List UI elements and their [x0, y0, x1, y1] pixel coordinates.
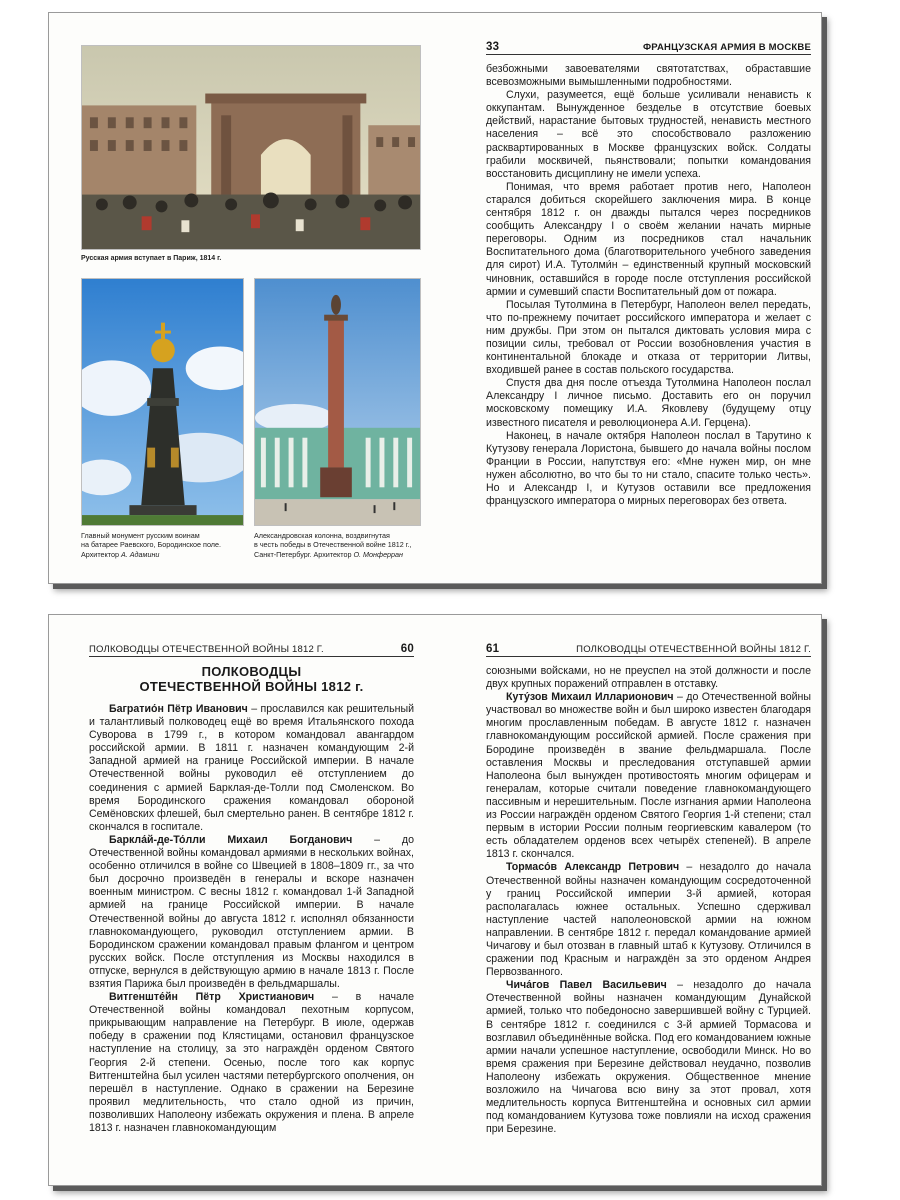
commander-name: Куту́зов Михаил Илларионович [506, 691, 674, 704]
arch-painting-icon [81, 45, 421, 250]
monument-photo-icon [81, 278, 244, 526]
commander-name: Витгенште́йн Пётр Христианович [109, 991, 315, 1004]
paragraph [89, 991, 414, 1135]
monument-caption-line-2: на батарее Раевского, Бородинское поле. [81, 540, 221, 550]
paragraph [486, 430, 811, 509]
paragraph-text: безбожными завоевателями святотатствах, обраставшие всевозможными вымышленными подробностями. [486, 63, 811, 89]
paragraph [486, 665, 811, 691]
page-body-text [89, 703, 414, 1135]
running-head [486, 641, 811, 657]
commander-name: Чича́гов Павел Васильевич [506, 979, 667, 992]
paragraph [89, 834, 414, 991]
column-caption-line-2: в честь победы в Отечественной войне 1812 г., [254, 540, 412, 550]
paragraph-text: Слухи, разумеется, ещё больше усиливали ненависть к оккупантам. Вынужденное безделье в отсутствие боевых действий, нарастание бытовых трудностей, ненависть местного населения – всё это способствовало разложению расквартированных в Москве французских войск. Солдаты грабили москвичей, пьянствовали; попытки командования восстановить дисциплину не имели успеха. [486, 89, 811, 180]
paragraph [486, 181, 811, 299]
paragraph [486, 691, 811, 861]
column-caption-line-1: Александровская колонна, воздвигнутая [254, 531, 390, 540]
top-right-page [436, 13, 822, 583]
monument-caption-architect [81, 550, 251, 559]
paragraph-text: – незадолго до начала Отечественной войны назначен командующим сосредоточенной у границ Российской империи 3-й армией, которая располагалась южнее остальных. Успешно сдерживал наступление частей наполеоновской армии на южном направлении. В сентябре 1812 г. передал командование армией Чичагову и был отозван в главный штаб к Кутузову. Отличился в сражении под Красным и награждён за это орденом Андрея Первозванного. [486, 861, 811, 979]
paragraph [486, 89, 811, 181]
chapter-title-line-2: ОТЕЧЕСТВЕННОЙ ВОЙНЫ 1812 г. [139, 679, 364, 694]
running-head [89, 641, 414, 657]
top-book-spread [48, 12, 822, 584]
commander-name: Багратио́н Пётр Иванович [109, 703, 248, 715]
paragraph [486, 299, 811, 378]
column-photo-icon [254, 278, 421, 526]
paragraph-text: Спустя два дня после отъезда Тутолмина Наполеон послал Александру I личное письмо. Доставить его он поручил московскому помещику И.А. Яковлеву (будущему отцу известного писателя и революционера А.И. Герцена). [486, 377, 811, 429]
page-number: 61 [486, 643, 500, 655]
page-body-text [486, 665, 811, 1136]
paragraph-text: – до Отечественной войны участвовал во множестве войн и был широко известен благодаря многим прославленным победам. В августе 1812 г. назначен главнокомандующим российской армией. После сражения при Бородине произведён в звание фельдмаршала. После оставления Москвы и преследования отступавшей армии Наполеона был вынужден противостоять многим офицерам и генералам, которые считали поведение главнокомандующего пассивным и нерешительным. После изгнания армии Наполеона из России награждён орденом Святого Георгия 1-й степени; стал первым в истории России полным георгиевским кавалером (то есть обладателем орденов всех четырёх степеней). В апреле 1813 г. скончался. [486, 691, 811, 861]
page-number: 33 [486, 41, 500, 53]
bottom-left-page [49, 615, 436, 1185]
arch-painting-caption: Русская армия вступает в Париж, 1814 г. [81, 255, 222, 262]
chapter-title [89, 664, 414, 694]
page-body-text [486, 63, 811, 508]
paragraph [486, 63, 811, 89]
paragraph-text: – до Отечественной войны командовал армиями в нескольких войнах, особенно отличился в войне со Швецией в 1808–1809 гг., за что был досрочно произведён в генералы и вскоре назначен военным министром. С весны 1812 г. командовал 1-й Западной армией на границе Российской империи. В начале Отечественной войны до августа 1812 г. исполнял обязанности главнокомандующего, руководил отступлением армии. В Бородинском сражении командовал правым флангом и центром русских войск. После отступления из Москвы находился в отпуске, вернулся в действующую армию в начале 1813 г. После взятия Парижа был произведён в фельдмаршалы. [89, 833, 414, 990]
commander-name: Тормасо́в Александр Петрович [506, 861, 680, 874]
paragraph [89, 703, 414, 834]
paragraph-text: – в начале Отечественной войны командовал пехотным корпусом, прикрывающим направление на Петербург. В июле, одержав победу в сражении под Клястицами, остановил французское наступление на столицу, за это награждён орденом Святого Георгия 2-й степени. Осенью, после того как корпус Витгенштейна был усилен частями петербургского ополчения, он перешёл в наступление. Однако в сражении на Березине проявил медлительность, что стало одной из причин, позволивших Наполеону избежать окружения и плена. В апреле 1813 г. назначен главнокомандующим [89, 991, 414, 1134]
architect-prefix: Санкт-Петербург. Архитектор [254, 549, 354, 559]
architect-name: О. Монферран [353, 549, 404, 559]
paragraph-text: Посылая Тутолмина в Петербург, Наполеон велел передать, что по-прежнему почитает российского императора и желает с ним дружбы. При этом он пытался диктовать условия мира с позиции силы, требовал от России возобновления участия в континентальной блокаде и отказа от территории Литвы, входившей ранее в состав польского государства. [486, 298, 811, 377]
monument-caption-line-1: Главный монумент русским воинам [81, 531, 200, 540]
paragraph [486, 979, 811, 1136]
architect-prefix: Архитектор [81, 549, 121, 559]
paragraph-text: – незадолго до начала Отечественной войны назначен командующим Дунайской армией, только что победоносно завершившей войну с Турцией. В сентябре 1812 г. соединился с 3-й армией Тормасова и возглавил объединённые войска. Под его командованием южные армии начали успешное наступление, освободили Минск. Но во время сражения при Березине действовал неудачно, позволив Наполеону избежать окружения. Общественное мнение возложило на Чичагова всю вину за этот провал, хотя медлительность корпуса Витгенштейна и основных сил армии под командованием Кутузова тоже повлияли на исход сражения при Березине. [486, 979, 811, 1136]
running-head [486, 39, 811, 55]
paragraph-text: Наконец, в начале октября Наполеон послал в Тарутино к Кутузову генерала Лористона, бывшего до начала войны послом Франции в России, напутствуя его: «Мне нужен мир, он мне нужен абсолютно, во что бы то ни стало, спасите только честь». Но и Александр I, и Кутузов оставили все предложения французского императора о мирных переговорах без ответа. [486, 429, 811, 508]
paragraph-text: Понимая, что время работает против него, Наполеон старался добиться скорейшего заключения мира. В конце сентября 1812 г. он дважды пытался через посредников сообщить Александру I о своём желании начать мирные переговоры. Одним из посредников стал начальник Воспитательного дома (благотворительного учебного заведения для сирот) И.А. Тутолми́н – единственный крупный московский чиновник, оставшийся в городе после отступления российской армии и сумевший спасти Воспитательный дом от пожара. [486, 180, 811, 298]
running-title: ФРАНЦУЗСКАЯ АРМИЯ В МОСКВЕ [642, 42, 811, 53]
paragraph-text: союзными войсками, но не преуспел на этой должности и после двух крупных поражений отправлен в отставку. [486, 665, 811, 691]
column-caption [254, 531, 434, 559]
paragraph [486, 861, 811, 979]
running-title: ПОЛКОВОДЦЫ ОТЕЧЕСТВЕННОЙ ВОЙНЫ 1812 Г. [576, 644, 811, 655]
page-number: 60 [400, 643, 414, 655]
architect-name: А. Адамини [120, 549, 160, 559]
paragraph [486, 377, 811, 429]
paragraph-text: – прославился как решительный и талантливый полководец ещё во время Итальянского похода Суворова в 1799 г., в котором командовал авангардом российской армии. В 1811 г. назначен командующим 2-й Западной армией на границе Российской империи. В начале Отечественной войны руководил её отступлением до соединения с армией Барклая-де-Толли под Смоленском. Во время Бородинского сражения командовал обороной Семёновских флешей, был смертельно ранен. В сентябре 1812 г. скончался в госпитале. [89, 703, 414, 833]
top-left-page [49, 13, 436, 583]
bottom-right-page [436, 615, 822, 1185]
column-caption-architect [254, 550, 434, 559]
chapter-title-line-1: ПОЛКОВОДЦЫ [201, 664, 302, 679]
bottom-book-spread [48, 614, 822, 1186]
commander-name: Баркла́й-де-То́лли Михаил Богданович [109, 833, 353, 846]
monument-caption [81, 531, 251, 559]
running-title: ПОЛКОВОДЦЫ ОТЕЧЕСТВЕННОЙ ВОЙНЫ 1812 Г. [89, 644, 324, 655]
